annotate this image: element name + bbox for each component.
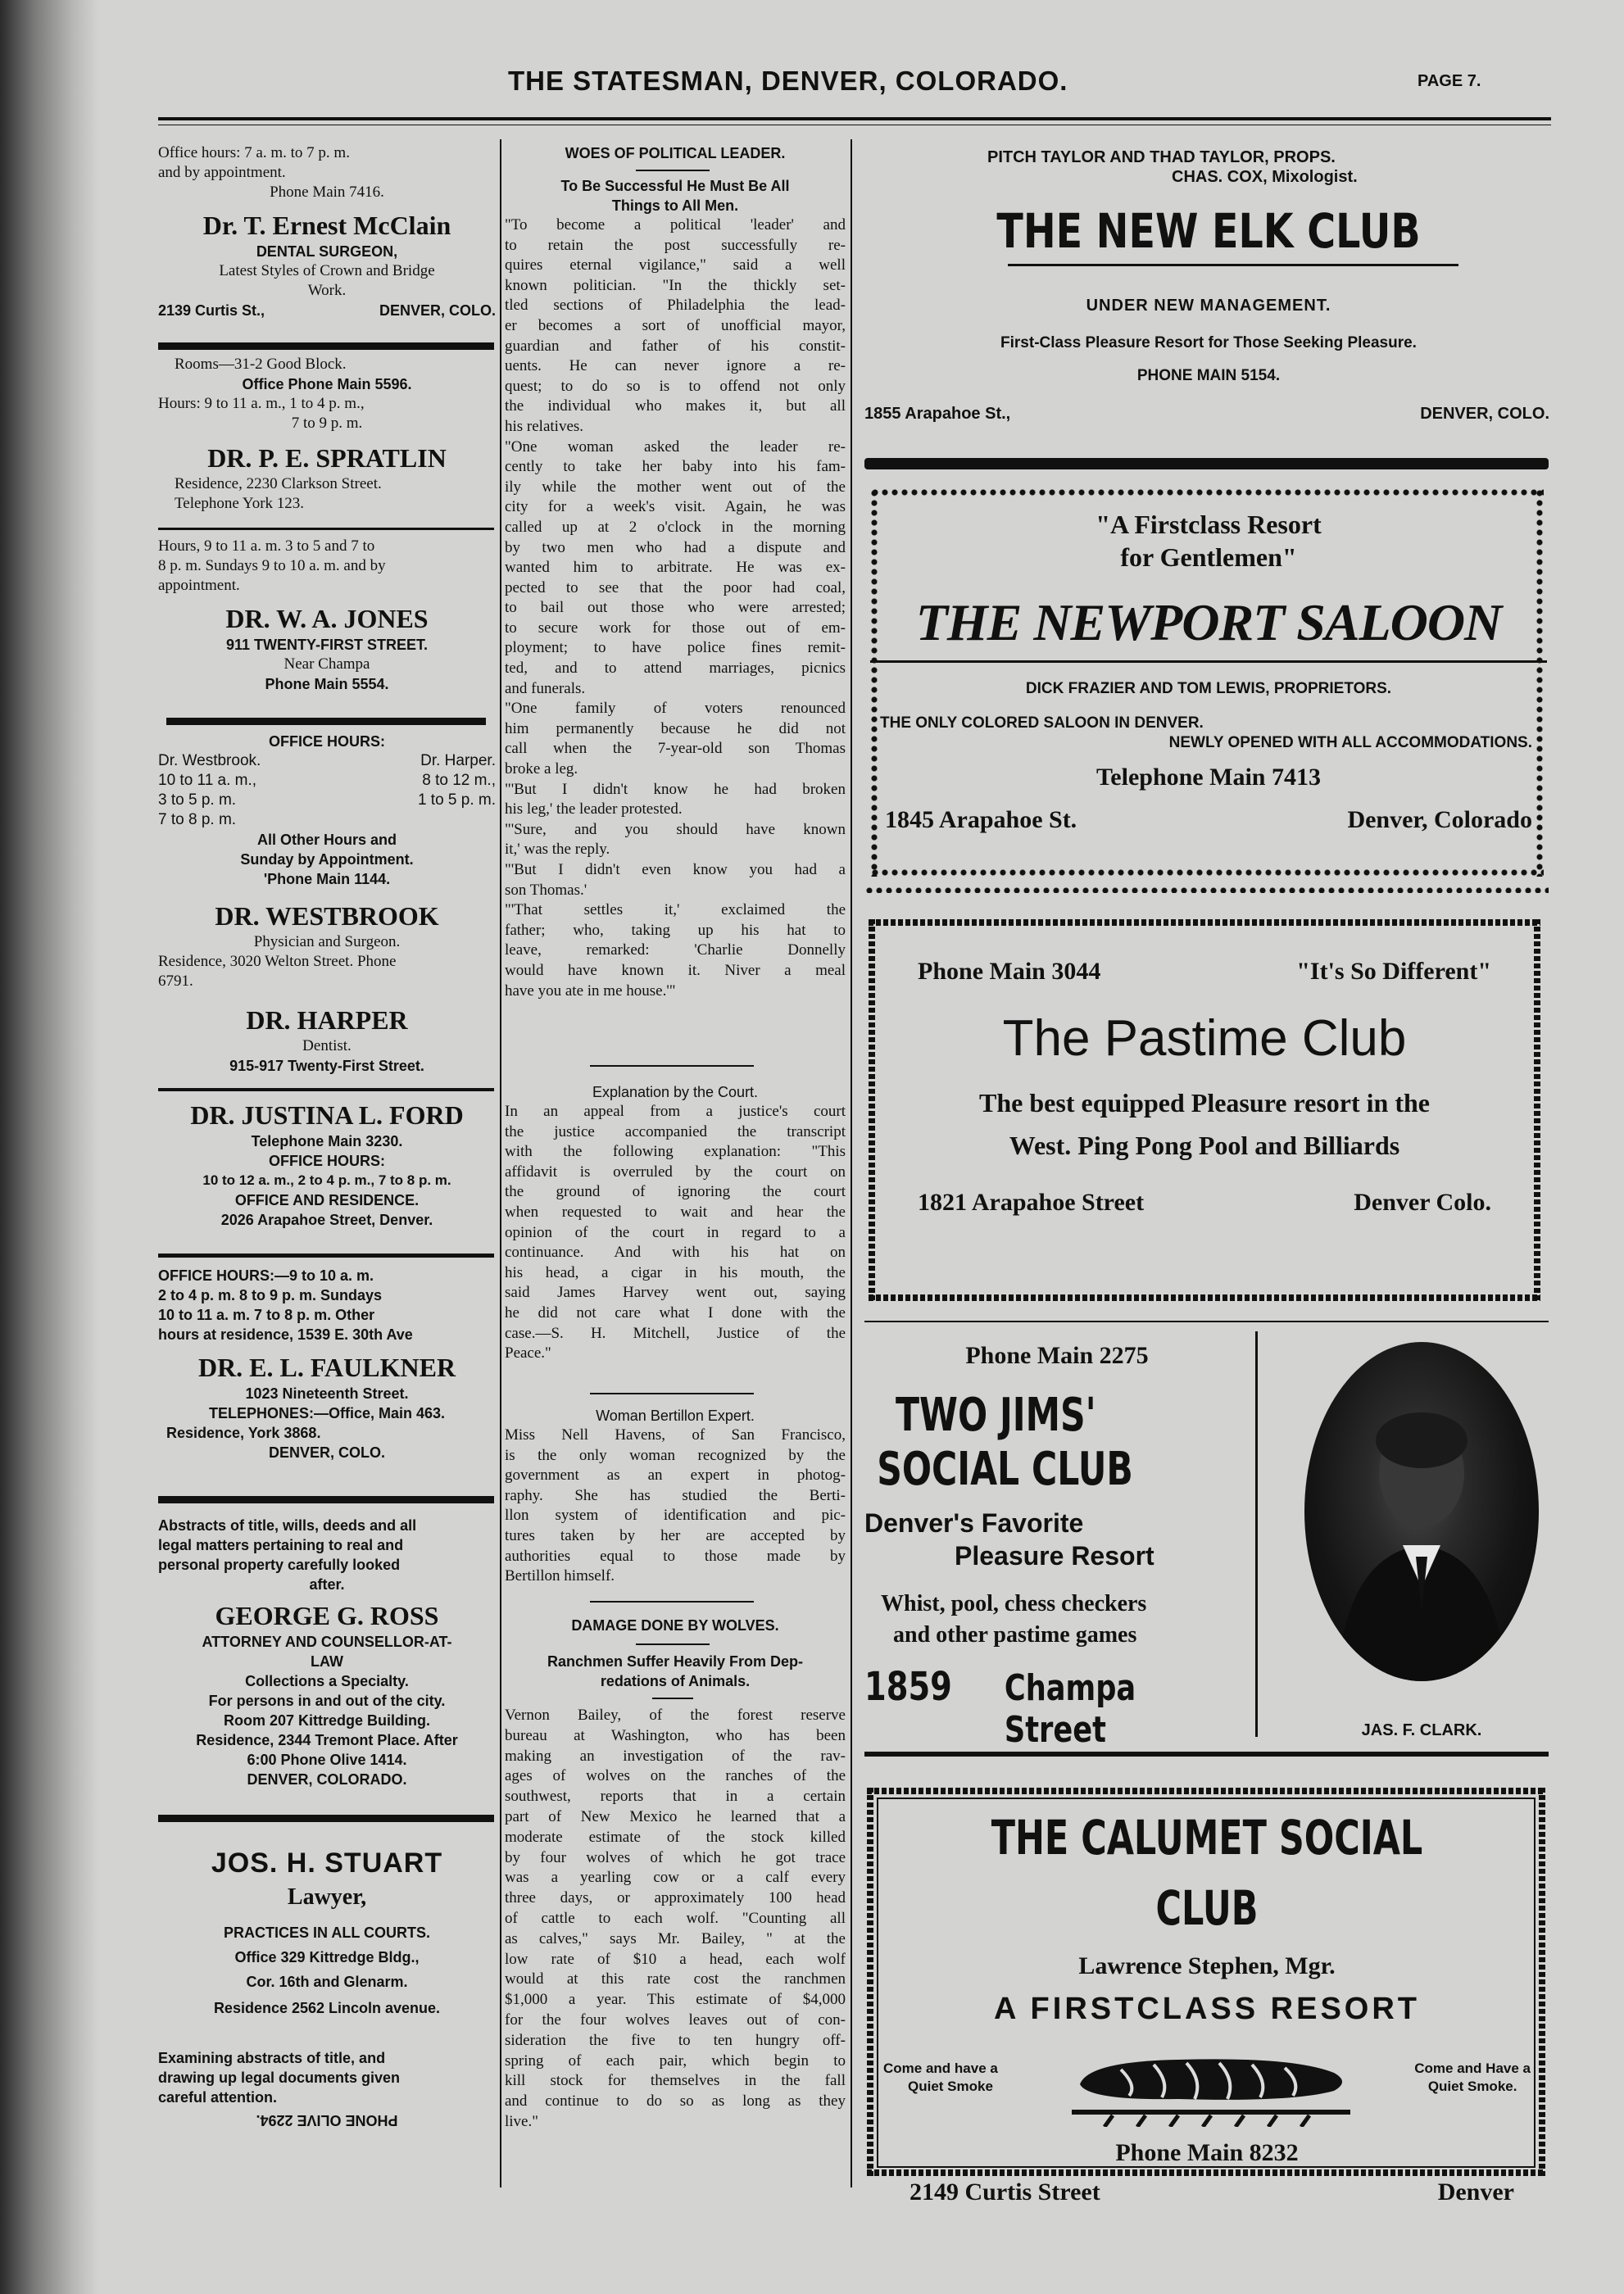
article-line: authorities equal to those made by	[505, 1547, 846, 1565]
card-text: Near Champa	[284, 655, 370, 673]
card-text: 3 to 5 p. m.	[158, 791, 237, 809]
ad-text: "A Firstclass Resort	[1096, 510, 1322, 539]
ad-text: Quiet Smoke	[908, 2079, 993, 2094]
article-line: the individual who makes it, but all	[505, 397, 846, 415]
article-line: call when the 7-year-old son Thomas	[505, 740, 846, 758]
ad-text: West. Ping Pong Pool and Billiards	[1009, 1131, 1400, 1160]
ad-phone: Phone Main 8232	[1115, 2139, 1299, 2166]
ad-text: NEWLY OPENED WITH ALL ACCOMMODATIONS.	[1168, 734, 1532, 751]
card-text: OFFICE AND RESIDENCE.	[234, 1192, 420, 1208]
ad-phone: Telephone Main 7413	[1096, 764, 1321, 791]
article-line: city for a week's visit. Again, he was	[505, 498, 846, 516]
ad-text: and other pastime games	[893, 1622, 1137, 1648]
ad-title: TWO JIMS'	[896, 1389, 1096, 1442]
article-line: moderate estimate of the stock killed	[505, 1828, 846, 1846]
ad-text: Whist, pool, chess checkers	[881, 1591, 1147, 1616]
card-text: Examining abstracts of title, and	[158, 2050, 386, 2066]
card-text: Residence, 2344 Tremont Place. After	[196, 1732, 458, 1748]
article-line: llon system of identification and pic-	[505, 1507, 846, 1525]
article-line: and continue to do so as long as they	[505, 2092, 846, 2110]
ad-city: DENVER, COLO.	[1420, 405, 1549, 423]
article-line: "'But I didn't know he had broken	[505, 780, 846, 798]
card-text: DENVER, COLORADO.	[247, 1771, 407, 1788]
article-line: "'But I didn't even know you had a	[505, 861, 846, 878]
section-rule	[864, 886, 1549, 893]
card-name: DR. JUSTINA L. FORD	[190, 1100, 464, 1130]
ad-text: UNDER NEW MANAGEMENT.	[1086, 297, 1331, 315]
article-subhead: redations of Animals.	[600, 1673, 751, 1689]
calumet-border-right	[1539, 1788, 1545, 2176]
card-text: Lawyer,	[287, 1884, 367, 1910]
man-silhouette-icon	[1304, 1342, 1539, 1681]
ford-card	[158, 1099, 496, 1230]
ad-text: THE ONLY COLORED SALOON IN DENVER.	[880, 714, 1204, 732]
article-line: tled sections of Philadelphia the lead-	[505, 297, 846, 315]
card-text: hours at residence, 1539 E. 30th Ave	[158, 1326, 413, 1343]
card-text: Collections a Specialty.	[245, 1673, 409, 1689]
card-text: Residence, 2230 Clarkson Street.	[175, 475, 382, 492]
card-text: 7 to 8 p. m.	[158, 811, 237, 828]
card-text: 1023 Nineteenth Street.	[245, 1385, 409, 1402]
card-text: Sunday by Appointment.	[240, 851, 414, 868]
article-line: spring of each pair, which begin to	[505, 2051, 846, 2070]
article-headline: Explanation by the Court.	[592, 1084, 759, 1100]
column-divider	[500, 139, 501, 2187]
card-text: 10 to 12 a. m., 2 to 4 p. m., 7 to 8 p. m.	[202, 1172, 451, 1188]
article-headline: WOES OF POLITICAL LEADER.	[565, 145, 786, 161]
article-line: father; who, taking up his hat to	[505, 921, 846, 939]
card-text: Phone Main 7416.	[270, 184, 384, 201]
pastime-border-right	[1534, 919, 1540, 1301]
article-line: him permanently because he did not	[505, 719, 846, 737]
article-line: as calves," says Mr. Bailey, " at the	[505, 1929, 846, 1947]
card-text: and by appointment.	[158, 164, 286, 181]
card-text: Hours: 9 to 11 a. m., 1 to 4 p. m.,	[158, 395, 365, 412]
card-text: OFFICE HOURS:—9 to 10 a. m.	[158, 1267, 374, 1284]
cigar-icon	[1064, 2037, 1359, 2127]
headline-rule	[652, 1698, 693, 1699]
card-text: 'Phone Main 1144.	[263, 871, 391, 887]
show-through-text: PHONE OLIVE 2294.	[256, 2112, 398, 2129]
card-text: 915-917 Twenty-First Street.	[229, 1058, 424, 1074]
article-line: by two men who had a dispute and	[505, 538, 846, 556]
article-line: with the following explanation: "This	[505, 1143, 846, 1161]
article-line: to secure work for those out of em-	[505, 619, 846, 637]
article-line: of cattle to each wolf. "Counting all	[505, 1909, 846, 1927]
ad-city: Denver Colo.	[1354, 1189, 1491, 1216]
article-line: ages of wolves on the ranches of the	[505, 1767, 846, 1785]
article-line: son Thomas.'	[505, 881, 587, 899]
card-name: Dr. T. Ernest McClain	[202, 211, 451, 240]
jones-card	[158, 537, 496, 694]
article-line: er becomes a sort of unofficial mayor,	[505, 316, 846, 334]
newport-saloon-ad	[880, 508, 1532, 836]
article-line: government as an expert in photog-	[505, 1467, 846, 1485]
article-line: his head, a cigar in his mouth, the	[505, 1263, 846, 1281]
article-line: quest; to do so is to offend not only	[505, 377, 846, 395]
article-line: "One woman asked the leader re-	[505, 437, 846, 456]
article-line: is the only woman recognized by the	[505, 1446, 846, 1464]
ad-text: "It's So Different"	[1296, 958, 1491, 985]
elk-club-ad	[864, 147, 1553, 424]
article-line: continuance. And with his hat on	[505, 1244, 846, 1262]
article-line: Peace."	[505, 1344, 551, 1362]
ad-text: Come and Have a	[1414, 2061, 1531, 2076]
card-text: Residence 2562 Lincoln avenue.	[213, 2000, 441, 2016]
card-text: Latest Styles of Crown and Bridge	[219, 262, 435, 279]
two-jims-ad	[864, 1340, 1250, 1751]
article-line: cently to take her baby into his fam-	[505, 458, 846, 476]
column-divider	[851, 139, 852, 2187]
card-text: Physician and Surgeon.	[253, 933, 401, 950]
card-text: Residence, York 3868.	[166, 1425, 321, 1441]
office-hours-card	[158, 732, 496, 889]
card-text: ATTORNEY AND COUNSELLOR-AT-	[202, 1634, 452, 1650]
article-subhead: To Be Successful He Must Be All	[560, 178, 790, 194]
card-address: 2139 Curtis St.,	[158, 302, 265, 319]
article-line: ted, and to attend marriages, picnics	[505, 660, 846, 678]
headline-rule	[636, 170, 710, 171]
article-line: to retain the post successfully re-	[505, 236, 846, 254]
article-body	[505, 1426, 846, 1587]
stuart-card	[158, 1845, 496, 2130]
ad-title: THE NEW ELK CLUB	[996, 203, 1421, 259]
pastime-club-ad	[918, 955, 1491, 1219]
article-line: low rate of $10 a head, each wolf	[505, 1950, 846, 1968]
article-subhead: Things to All Men.	[611, 197, 739, 214]
card-name: DR. W. A. JONES	[225, 604, 429, 633]
card-text: Cor. 16th and Glenarm.	[246, 1974, 408, 1990]
page-number: PAGE 7.	[1418, 72, 1481, 90]
card-text: 6:00 Phone Olive 1414.	[247, 1752, 407, 1768]
article-bertillon	[505, 1406, 846, 1587]
card-text: Telephone Main 3230.	[251, 1133, 403, 1149]
card-text: Office hours: 7 a. m. to 7 p. m.	[158, 144, 350, 161]
card-text: PRACTICES IN ALL COURTS.	[223, 1925, 430, 1941]
section-rule	[158, 1254, 494, 1258]
card-text: For persons in and out of the city.	[208, 1693, 446, 1709]
article-line: In an appeal from a justice's court	[505, 1103, 846, 1120]
ad-text: Quiet Smoke.	[1427, 2079, 1517, 2094]
article-line: broke a leg.	[505, 760, 578, 778]
ad-text: Come and have a	[883, 2061, 998, 2076]
card-text: Residence, 3020 Welton Street. Phone	[158, 953, 397, 970]
article-line: raphy. She has studied the Berti-	[505, 1486, 846, 1504]
article-line: to bail out those who were arrested;	[505, 599, 846, 617]
article-line: ily while the mother went out of the	[505, 478, 846, 496]
article-line: Miss Nell Havens, of San Francisco,	[505, 1426, 846, 1444]
card-text: appointment.	[158, 577, 240, 594]
article-body	[505, 1102, 846, 1364]
card-text: 6791.	[158, 972, 193, 990]
article-line: said James Harvey went out, saying	[505, 1284, 846, 1302]
article-line: live."	[505, 2112, 538, 2130]
ad-text: for Gentlemen"	[1120, 542, 1297, 572]
section-rule	[158, 1496, 494, 1503]
article-line: his leg,' the leader protested.	[505, 800, 683, 818]
card-text: DENVER, COLO.	[268, 1444, 385, 1461]
card-name: DR. HARPER	[246, 1005, 408, 1035]
article-line: his relatives.	[505, 417, 584, 435]
ad-text: Lawrence Stephen, Mgr.	[1078, 1952, 1336, 1979]
portrait-photo	[1304, 1342, 1539, 1681]
ad-text: A FIRSTCLASS RESORT	[993, 1992, 1421, 2026]
pastime-border-left	[869, 919, 875, 1301]
title-underline	[1008, 264, 1458, 266]
header-rule	[158, 117, 1551, 120]
article-line: for the four wolves leaves out of con-	[505, 2011, 846, 2029]
article-line: "'That settles it,' exclaimed the	[505, 901, 846, 919]
section-rule	[864, 458, 1549, 469]
article-line: would at this rate cost the ranchmen	[505, 1970, 846, 1988]
article-line: three days, or approximately 100 head	[505, 1889, 846, 1907]
card-text: 10 to 11 a. m. 7 to 8 p. m. Other	[158, 1307, 375, 1323]
card-text: Rooms—31-2 Good Block.	[175, 356, 347, 373]
article-line: case.—S. H. Mitchell, Justice of the	[505, 1324, 846, 1342]
article-line: "To become a political 'leader' and	[505, 216, 846, 233]
article-line: the justice accompanied the transcript	[505, 1122, 846, 1140]
ad-text: The best equipped Pleasure resort in the	[979, 1088, 1430, 1118]
article-line: wanted him to arbitrate. He was ex-	[505, 559, 846, 577]
article-body	[505, 215, 846, 1001]
ad-phone: Phone Main 2275	[965, 1342, 1149, 1369]
card-text: Office Phone Main 5596.	[242, 376, 412, 392]
masthead: THE STATESMAN, DENVER, COLORADO.	[508, 66, 1068, 96]
newport-border-bottom	[870, 868, 1544, 877]
card-text: Work.	[307, 282, 347, 299]
article-line: quires eternal vigilance," said a well	[505, 256, 846, 274]
card-text: Dr. Harper.	[420, 752, 496, 769]
article-line: by four wolves of which he got trace	[505, 1848, 846, 1866]
ad-address: 2149 Curtis Street	[910, 2178, 1100, 2206]
ad-city: Denver	[1437, 2178, 1514, 2206]
card-text: 2 to 4 p. m. 8 to 9 p. m. Sundays	[158, 1287, 383, 1303]
card-text: Abstracts of title, wills, deeds and all	[158, 1517, 417, 1534]
card-name: GEORGE G. ROSS	[215, 1601, 439, 1630]
card-text: Phone Main 5554.	[265, 676, 389, 692]
ad-title: SOCIAL CLUB	[877, 1443, 1133, 1496]
card-text: All Other Hours and	[256, 832, 397, 848]
article-subhead: Ranchmen Suffer Heavily From Dep-	[547, 1653, 804, 1670]
pastime-border-bottom	[869, 1294, 1540, 1301]
westbrook-card	[158, 900, 496, 991]
ad-text: Pleasure Resort	[955, 1541, 1154, 1571]
card-text: 10 to 11 a. m.,	[158, 772, 257, 789]
ad-address: Champa Street	[1004, 1667, 1136, 1751]
article-line: tures taken by her are accepted by	[505, 1526, 846, 1544]
article-line: affidavit is overruled by the court on	[505, 1163, 846, 1181]
ad-city: Denver, Colorado	[1347, 806, 1532, 833]
card-text: 7 to 9 p. m.	[291, 415, 363, 432]
harper-card	[158, 1004, 496, 1076]
article-rule	[590, 1393, 754, 1394]
article-woes	[505, 143, 846, 1001]
card-text: after.	[309, 1576, 345, 1593]
section-rule	[158, 528, 494, 530]
article-line: pected to see that the poor had coal,	[505, 578, 846, 596]
ad-text: Denver's Favorite	[864, 1508, 1084, 1538]
article-line: would have known it. Niver a meal	[505, 961, 846, 979]
ad-title: THE NEWPORT SALOON	[915, 593, 1502, 651]
ad-address: 1821 Arapahoe Street	[918, 1189, 1145, 1216]
ad-phone: Phone Main 3044	[918, 958, 1101, 985]
card-text: legal matters pertaining to real and	[158, 1537, 404, 1553]
article-line: when requested to wait and hear the	[505, 1203, 846, 1221]
article-line: called up at 2 o'clock in the morning	[505, 518, 846, 536]
card-text: TELEPHONES:—Office, Main 463.	[208, 1405, 446, 1421]
article-headline: Woman Bertillon Expert.	[596, 1408, 755, 1424]
article-line: "'Sure, and you should have known	[505, 820, 846, 838]
ad-text: First-Class Pleasure Resort for Those Seeking Pleasure.	[1000, 334, 1417, 351]
calumet-border-left	[867, 1788, 873, 2176]
card-text: Telephone York 123.	[175, 495, 305, 512]
section-rule	[864, 1321, 1549, 1322]
pastime-border-top	[869, 919, 1540, 926]
article-rule	[590, 1065, 754, 1067]
ad-address: 1845 Arapahoe St.	[885, 806, 1077, 833]
article-line: it,' was the reply.	[505, 841, 610, 859]
article-line: southwest, reports that in a certain	[505, 1788, 846, 1806]
photo-caption: JAS. F. CLARK.	[1361, 1721, 1482, 1739]
section-rule	[864, 1752, 1549, 1757]
divider	[870, 660, 1547, 663]
article-line: bureau at Washington, who has been	[505, 1726, 846, 1744]
card-city: DENVER, COLO.	[379, 302, 496, 319]
card-text: OFFICE HOURS:	[269, 1153, 385, 1169]
article-court	[505, 1082, 846, 1364]
article-headline: DAMAGE DONE BY WOLVES.	[571, 1617, 779, 1634]
page-edge-shadow	[0, 0, 98, 2294]
section-rule	[158, 1088, 494, 1091]
card-text: DENTAL SURGEON,	[256, 243, 398, 260]
card-text: drawing up legal documents given	[158, 2070, 401, 2086]
ad-text: CHAS. COX, Mixologist.	[1172, 168, 1358, 186]
card-name: DR. P. E. SPRATLIN	[207, 443, 447, 473]
spratlin-card	[158, 355, 496, 514]
ad-title: THE CALUMET SOCIAL CLUB	[991, 1810, 1423, 1936]
article-line: and funerals.	[505, 679, 586, 697]
newport-border-top	[870, 488, 1544, 496]
article-line: Bertillon himself.	[505, 1567, 615, 1585]
ross-card	[158, 1516, 496, 1789]
faulkner-card	[158, 1266, 496, 1462]
ad-text: DICK FRAZIER AND TOM LEWIS, PROPRIETORS.	[1025, 680, 1392, 697]
article-line: guardian and father of his constit-	[505, 337, 846, 355]
card-text: Office 329 Kittredge Bldg.,	[234, 1949, 420, 1965]
ad-address: 1859	[864, 1664, 952, 1710]
card-heading: OFFICE HOURS:	[269, 733, 385, 750]
card-text: careful attention.	[158, 2089, 278, 2106]
mcclain-card	[158, 143, 496, 320]
article-line: kill stock for themselves in the fall	[505, 2072, 846, 2090]
article-line: the ground of ignoring the court	[505, 1183, 846, 1201]
article-line: part of New Mexico he learned that a	[505, 1807, 846, 1825]
card-text: Dentist.	[302, 1037, 352, 1054]
card-text: 8 p. m. Sundays 9 to 10 a. m. and by	[158, 557, 386, 574]
section-rule	[158, 342, 494, 350]
card-text: Hours, 9 to 11 a. m. 3 to 5 and 7 to	[158, 537, 375, 555]
section-rule	[158, 1815, 494, 1822]
article-line: leave, remarked: 'Charlie Donnelly	[505, 941, 846, 959]
card-name: DR. WESTBROOK	[215, 901, 439, 931]
article-body	[505, 1706, 846, 2133]
article-line: ployment; to have police fines remit-	[505, 639, 846, 657]
article-line: "One family of voters renounced	[505, 700, 846, 718]
card-text: 1 to 5 p. m.	[417, 791, 496, 809]
article-line: have you ate in me house.'"	[505, 982, 676, 1000]
article-line: he did not care what I done with the	[505, 1303, 846, 1322]
card-text: Dr. Westbrook.	[158, 752, 261, 769]
ad-title: The Pastime Club	[1002, 1010, 1407, 1067]
article-line: making an investigation of the rav-	[505, 1747, 846, 1765]
headline-rule	[636, 1643, 710, 1645]
card-text: Room 207 Kittredge Building.	[223, 1712, 431, 1729]
ad-text: PITCH TAYLOR AND THAD TAYLOR, PROPS.	[987, 148, 1336, 166]
calumet-border-top	[867, 1788, 1545, 1794]
article-line: sideration the five to ten hungry off-	[505, 2031, 846, 2049]
article-line: known politician. "In the thickly set-	[505, 276, 846, 294]
ad-text: PHONE MAIN 5154.	[1136, 367, 1281, 384]
card-name: JOS. H. STUART	[211, 1847, 443, 1879]
card-text: 2026 Arapahoe Street, Denver.	[220, 1212, 433, 1228]
ad-divider	[1255, 1331, 1258, 1737]
card-text: LAW	[311, 1653, 343, 1670]
ad-address: 1855 Arapahoe St.,	[864, 405, 1011, 423]
card-text: 911 TWENTY-FIRST STREET.	[225, 637, 429, 653]
article-line: $1,000 a year. This estimate of $4,000	[505, 1991, 846, 2009]
newport-border-right	[1536, 488, 1544, 877]
card-text: 8 to 12 m.,	[422, 772, 496, 789]
calumet-club-ad	[883, 1802, 1531, 2209]
article-line: was a yearling cow or a calf every	[505, 1869, 846, 1887]
article-rule	[590, 1601, 754, 1603]
article-wolves	[505, 1616, 846, 2133]
newport-border-left	[870, 488, 878, 877]
card-name: DR. E. L. FAULKNER	[197, 1353, 456, 1382]
section-rule	[166, 718, 486, 725]
card-text: personal property carefully looked	[158, 1557, 401, 1573]
article-line: Vernon Bailey, of the forest reserve	[505, 1707, 846, 1724]
article-line: opinion of the court in regard to a	[505, 1223, 846, 1241]
article-line: uents. He can never ignore a re-	[505, 357, 846, 375]
